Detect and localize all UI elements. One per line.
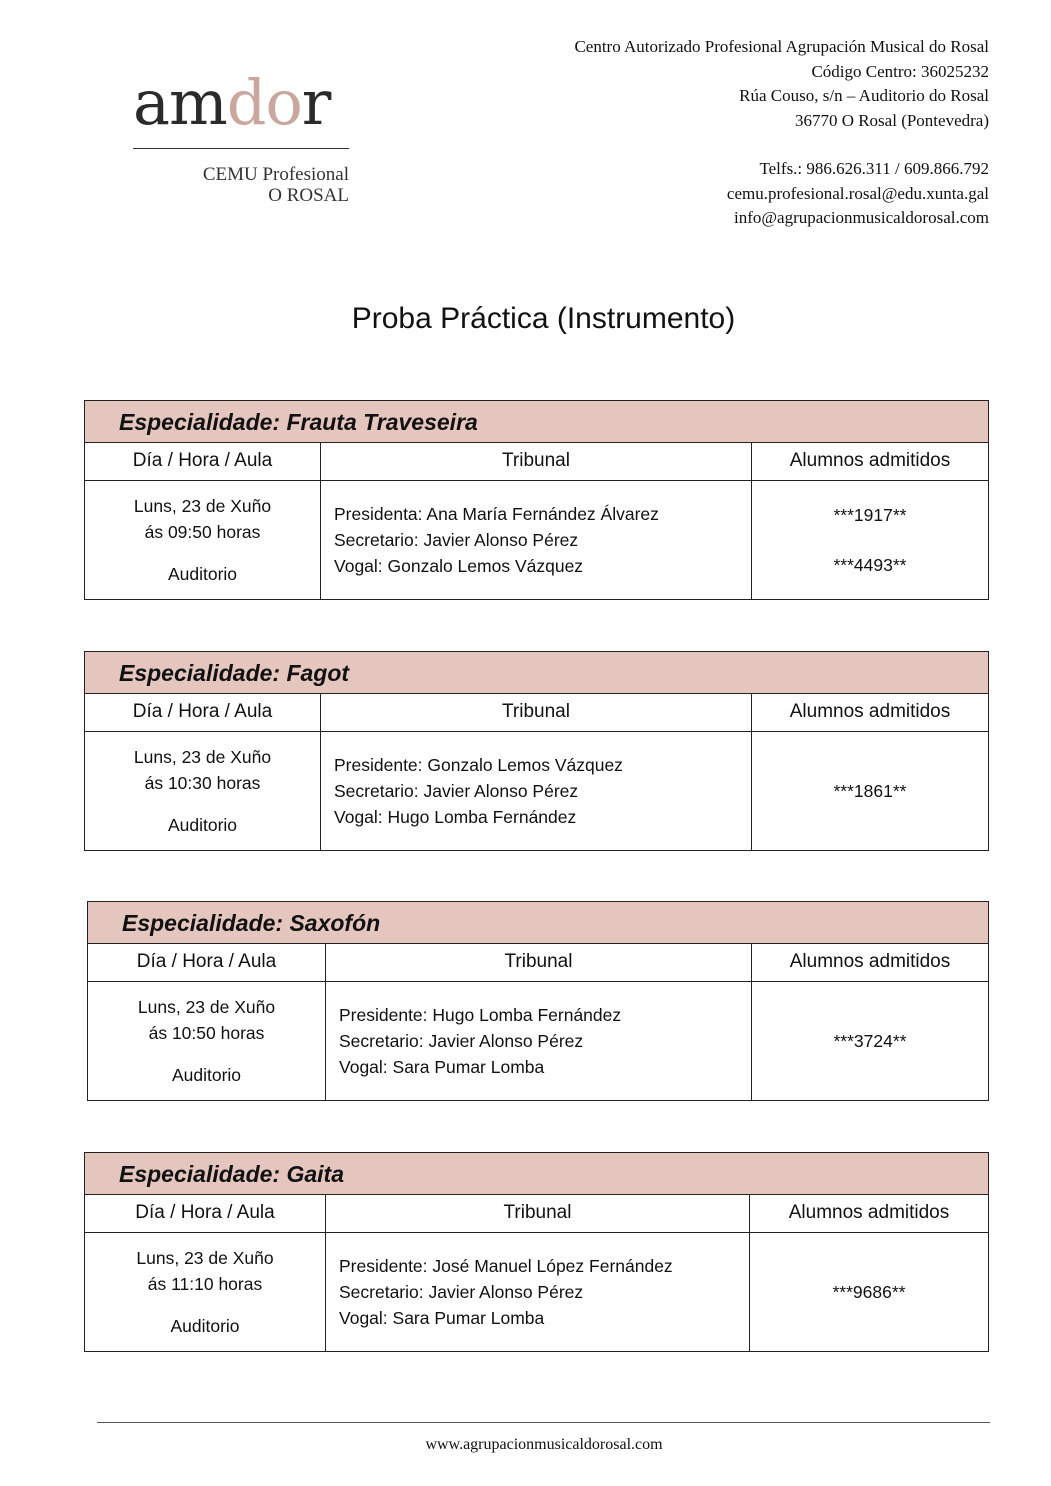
- table-header-row: [85, 694, 988, 732]
- tribunal-member: Vogal: Sara Pumar Lomba: [339, 1308, 545, 1328]
- exam-time: ás 11:10 horas: [147, 1274, 263, 1294]
- logo-wordmark-right: r: [301, 66, 331, 139]
- header-tribunal: Tribunal: [326, 944, 752, 981]
- footer-url[interactable]: www.agrupacionmusicaldorosal.com: [425, 1436, 663, 1453]
- cell-when: [85, 481, 321, 599]
- table-header-row: [88, 944, 988, 982]
- cell-admitted: [752, 732, 988, 850]
- contact-center-code: Código Centro: 36025232: [811, 61, 989, 81]
- cell-admitted: [752, 481, 988, 599]
- cell-tribunal: [321, 481, 752, 599]
- table-header-row: [85, 1195, 988, 1233]
- exam-room: Auditorio: [167, 815, 238, 835]
- cell-when: [85, 732, 321, 850]
- logo-subtitle-line2: O ROSAL: [268, 185, 349, 206]
- header-when: Día / Hora / Aula: [85, 443, 321, 480]
- page-title: Proba Práctica (Instrumento): [351, 302, 736, 335]
- exam-room: Auditorio: [171, 1065, 242, 1085]
- tribunal-member: Secretario: Javier Alonso Pérez: [334, 530, 579, 550]
- header-admitted: Alumnos admitidos: [788, 1202, 950, 1223]
- footer-divider: [97, 1422, 990, 1423]
- tribunal-member: Presidente: Gonzalo Lemos Vázquez: [334, 755, 623, 775]
- contact-spacer: [574, 133, 989, 157]
- admitted-student-id: ***1861**: [833, 781, 907, 801]
- logo-divider: [133, 148, 349, 149]
- contact-postal: 36770 O Rosal (Pontevedra): [794, 110, 989, 130]
- tribunal-member: Secretario: Javier Alonso Pérez: [334, 781, 579, 801]
- admitted-student-id: ***9686**: [832, 1282, 906, 1302]
- header-admitted: Alumnos admitidos: [789, 450, 951, 471]
- specialty-heading: Especialidade: Saxofón: [88, 902, 988, 944]
- header-tribunal: Tribunal: [326, 1195, 750, 1232]
- specialty-block: [84, 651, 989, 851]
- logo-subtitle: [133, 164, 349, 206]
- header-tribunal: Tribunal: [321, 443, 752, 480]
- tribunal-member: Presidente: Hugo Lomba Fernández: [339, 1005, 622, 1025]
- exam-room: Auditorio: [170, 1316, 240, 1336]
- tribunal-member: Secretario: Javier Alonso Pérez: [339, 1031, 584, 1051]
- specialty-block: [84, 1152, 989, 1352]
- cell-tribunal: [326, 1233, 750, 1351]
- admitted-student-id: ***3724**: [833, 1031, 907, 1051]
- specialty-heading: Especialidade: Frauta Traveseira: [85, 401, 988, 443]
- header-admitted: Alumnos admitidos: [789, 951, 951, 972]
- specialty-heading: Especialidade: Fagot: [85, 652, 988, 694]
- exam-day: Luns, 23 de Xuño: [133, 747, 272, 767]
- exam-room: Auditorio: [167, 564, 238, 584]
- exam-time: ás 10:30 horas: [144, 773, 261, 793]
- exam-time: ás 09:50 horas: [144, 522, 261, 542]
- contact-address: Rúa Couso, s/n – Auditorio do Rosal: [739, 86, 989, 105]
- header-when: Día / Hora / Aula: [85, 694, 321, 731]
- tribunal-member: Vogal: Sara Pumar Lomba: [339, 1057, 545, 1077]
- cell-tribunal: [326, 982, 752, 1100]
- cell-tribunal: [321, 732, 752, 850]
- tribunal-member: Secretario: Javier Alonso Pérez: [339, 1282, 584, 1302]
- table-row: [85, 1233, 988, 1351]
- contact-phones: Telfs.: 986.626.311 / 609.866.792: [759, 159, 989, 178]
- cell-admitted: [752, 982, 988, 1100]
- header-admitted: Alumnos admitidos: [789, 701, 951, 722]
- exam-day: Luns, 23 de Xuño: [136, 1248, 274, 1268]
- logo-wordmark-accent: do: [226, 66, 302, 139]
- tribunal-member: Presidente: José Manuel López Fernández: [339, 1256, 673, 1276]
- cell-when: [88, 982, 326, 1100]
- tribunal-member: Vogal: Hugo Lomba Fernández: [334, 807, 577, 827]
- table-header-row: [85, 443, 988, 481]
- exam-day: Luns, 23 de Xuño: [133, 496, 272, 516]
- logo-wordmark: [133, 66, 365, 142]
- exam-day: Luns, 23 de Xuño: [137, 997, 276, 1017]
- cell-admitted: [750, 1233, 988, 1351]
- contact-email-1[interactable]: cemu.profesional.rosal@edu.xunta.gal: [726, 183, 989, 203]
- tribunal-member: Presidenta: Ana María Fernández Álvarez: [334, 504, 659, 524]
- logo: [133, 66, 365, 206]
- header-when: Día / Hora / Aula: [85, 1195, 326, 1232]
- logo-subtitle-line1: CEMU Profesional: [202, 164, 349, 185]
- contact-block: [574, 35, 989, 231]
- admitted-student-id: ***4493**: [833, 555, 907, 575]
- specialty-heading: Especialidade: Gaita: [85, 1153, 988, 1195]
- header-when: Día / Hora / Aula: [88, 944, 326, 981]
- exam-time: ás 10:50 horas: [148, 1023, 265, 1043]
- specialty-block: [84, 400, 989, 600]
- contact-center-name: Centro Autorizado Profesional Agrupación Musical do Rosal: [574, 37, 989, 56]
- cell-when: [85, 1233, 326, 1351]
- table-row: [88, 982, 988, 1100]
- table-row: [85, 481, 988, 599]
- header-tribunal: Tribunal: [321, 694, 752, 731]
- specialty-block: [87, 901, 989, 1101]
- contact-email-2[interactable]: info@agrupacionmusicaldorosal.com: [734, 208, 989, 227]
- admitted-student-id: ***1917**: [833, 505, 907, 525]
- table-row: [85, 732, 988, 850]
- logo-wordmark-left: am: [133, 66, 227, 139]
- tribunal-member: Vogal: Gonzalo Lemos Vázquez: [334, 556, 584, 576]
